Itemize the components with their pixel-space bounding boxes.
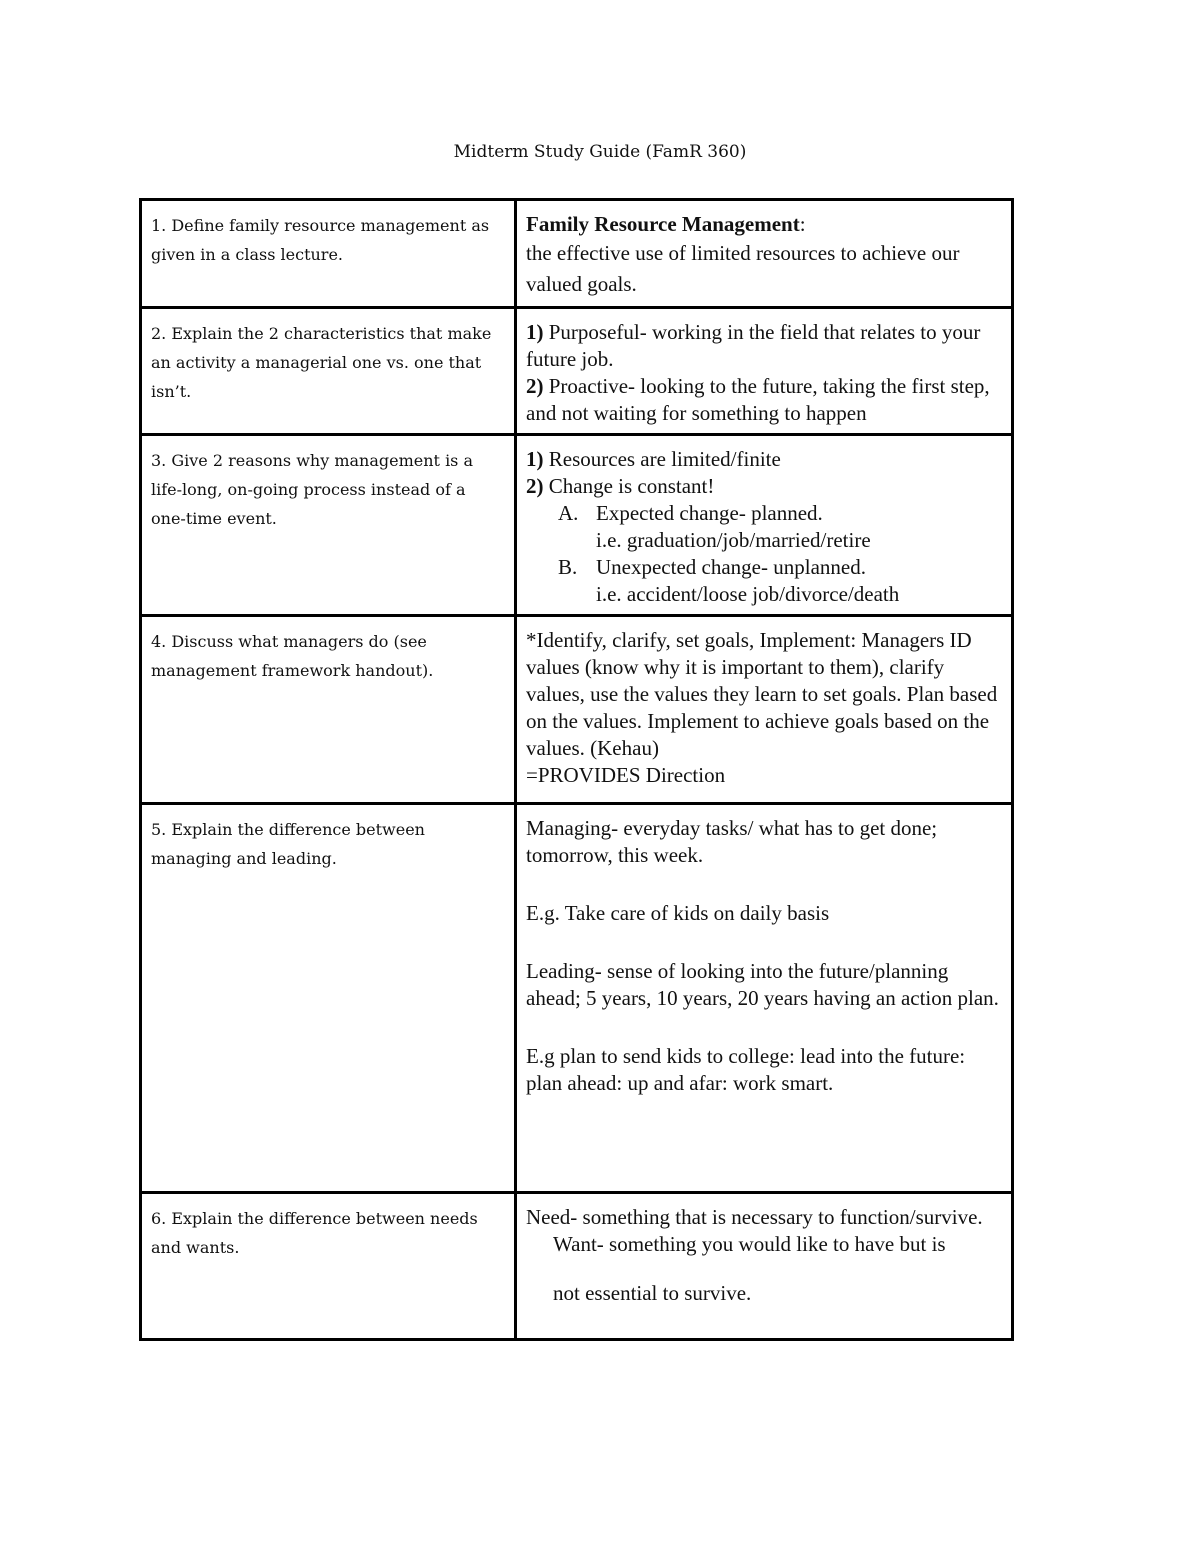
question-cell: 5. Explain the difference between managing and leading. [141,804,516,1193]
answer-heading: Family Resource Management [526,212,800,236]
paragraph-gap [526,927,1002,958]
answer-paragraph: Managing- everyday tasks/ what has to get done; tomorrow, this week. [526,816,938,867]
point-text: Change is constant! [543,474,715,498]
question-cell: 6. Explain the difference between needs and wants. [141,1193,516,1340]
answer-point [526,473,1002,500]
answer-point [526,319,1002,373]
question-cell: 3. Give 2 reasons why management is a life-long, on-going process instead of a one-time event. [141,435,516,616]
sub-point-text: Expected change- planned. [596,501,823,525]
point-number: 2) [526,374,544,398]
table-row [141,1193,1013,1340]
answer-heading-suffix: : [799,212,806,236]
answer-cell [516,435,1013,616]
sub-point-marker: A. [558,501,579,525]
answer-heading-line [526,211,1002,238]
answer-paragraph: E.g plan to send kids to college: lead into the future: plan ahead: up and afar: work smart. [526,1044,966,1095]
point-text: Proactive- looking to the future, taking the first step, and not waiting for something to happen [526,374,990,425]
answer-cell [516,616,1013,804]
answer-point [526,446,1002,473]
want-definition-line2: not essential to survive. [553,1281,752,1305]
sub-point-marker: B. [558,555,578,579]
line-gap [526,1258,1002,1280]
question-cell: 2. Explain the 2 characteristics that make an activity a managerial one vs. one that isn’t. [141,308,516,435]
point-number: 1) [526,447,544,471]
answer-paragraph: E.g. Take care of kids on daily basis [526,901,830,925]
answer-point [526,373,1002,427]
answer-text: the effective use of limited resources to achieve our valued goals. [526,241,960,296]
paragraph-gap [526,869,1002,900]
point-number: 2) [526,474,544,498]
table-row [141,616,1013,804]
point-number: 1) [526,320,544,344]
answer-cell [516,308,1013,435]
sub-point-note: i.e. graduation/job/married/retire [596,528,871,552]
need-definition: Need- something that is necessary to function/survive. [526,1205,983,1229]
answer-conclusion: =PROVIDES Direction [526,763,726,787]
sub-point-text: Unexpected change- unplanned. [596,555,866,579]
study-guide-table [139,198,1014,1341]
answer-paragraph: Leading- sense of looking into the future/planning ahead; 5 years, 10 years, 20 years having an action plan. [526,959,999,1010]
question-cell: 4. Discuss what managers do (see management framework handout). [141,616,516,804]
table-row [141,804,1013,1193]
table-row [141,308,1013,435]
table-row [141,435,1013,616]
table-row [141,200,1013,308]
sub-point [526,500,1002,527]
want-definition-line1: Want- something you would like to have but is [553,1232,946,1256]
paragraph-gap [526,1012,1002,1043]
answer-cell [516,200,1013,308]
page-title: Midterm Study Guide (FamR 360) [453,142,747,162]
point-text: Resources are limited/finite [543,447,781,471]
answer-cell [516,1193,1013,1340]
point-text: Purposeful- working in the field that relates to your future job. [526,320,981,371]
sub-point-note: i.e. accident/loose job/divorce/death [596,582,900,606]
answer-text: *Identify, clarify, set goals, Implement: Managers ID values (know why it is important to them), clarify values, use the values they learn to set goals. Plan based on the values. Implement to achieve goals based on the values. (Kehau) [526,628,998,760]
question-cell: 1. Define family resource management as given in a class lecture. [141,200,516,308]
sub-point [526,554,1002,581]
answer-cell [516,804,1013,1193]
